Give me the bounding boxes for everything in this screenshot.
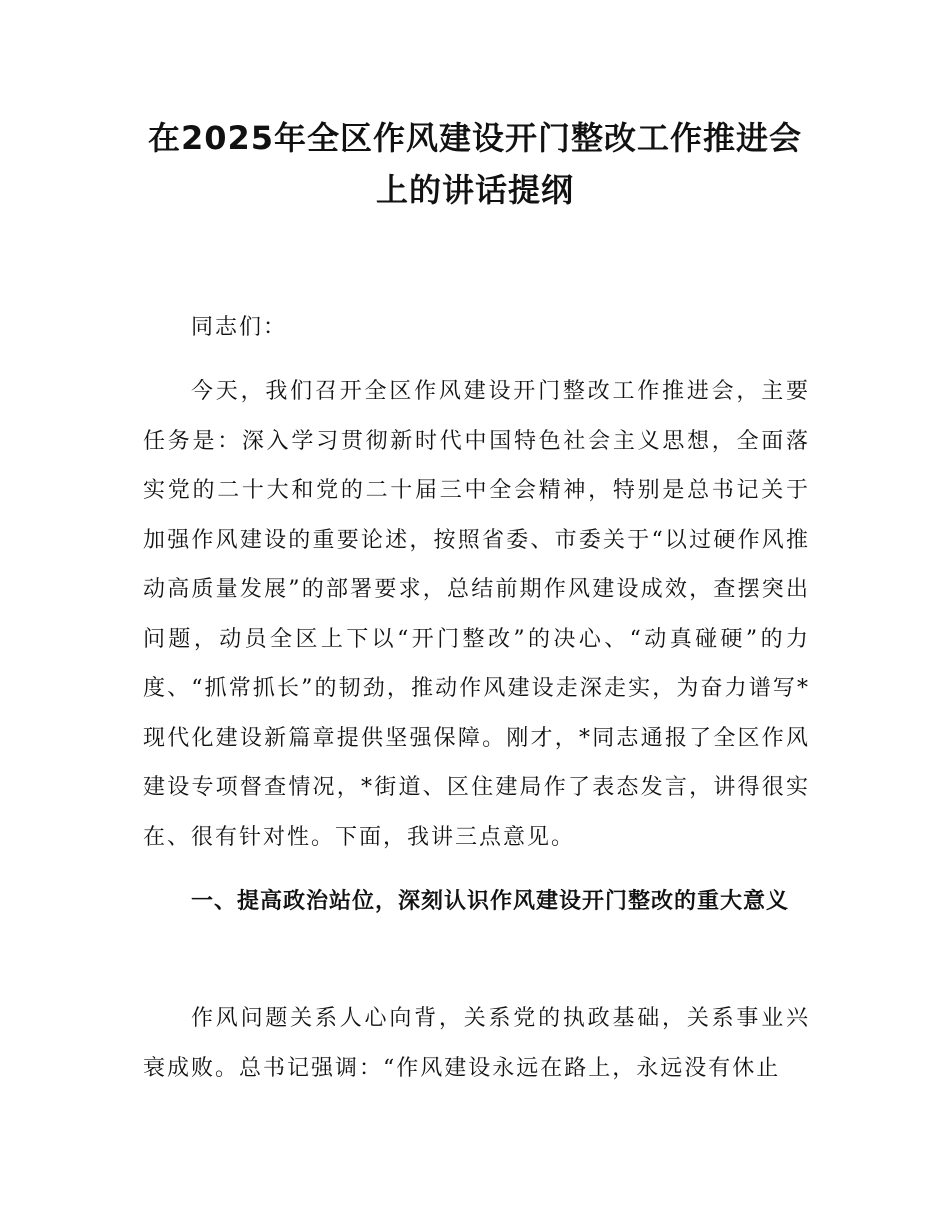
document-title	[120, 112, 830, 216]
paragraph-intro: 今天，我们召开全区作风建设开门整改工作推进会，主要任务是：深入学习贯彻新时代中国特色社会主义思想，全面落实党的二十大和党的二十届三中全会精神，特别是总书记关于加强作风建设的重要论述，按照省委、市委关于“以过硬作风推动高质量发展”的部署要求，总结前期作风建设成效，查摆突出问题，动员全区上下以“开门整改”的决心、“动真碰硬”的力度、“抓常抓长”的韧劲，推动作风建设走深走实，为奋力谱写*现代化建设新篇章提供坚强保障。刚才，*同志通报了全区作风建设专项督查情况，*街道、区住建局作了表态发言，讲得很实在、很有针对性。下面，我讲三点意见。	[143, 379, 810, 850]
section-heading-1: 一、提高政治站位，深刻认识作风建设开门整改的重大意义	[191, 889, 790, 914]
paragraph-section-1: 作风问题关系人心向背，关系党的执政基础，关系事业兴衰成败。总书记强调：“作风建设永远在路上，永远没有休止	[143, 1006, 810, 1081]
greeting: 同志们：	[191, 315, 288, 340]
title-line-2: 上的讲话提纲	[375, 171, 574, 209]
title-line-1: 在2025年全区作风建设开门整改工作推进会	[147, 119, 803, 157]
